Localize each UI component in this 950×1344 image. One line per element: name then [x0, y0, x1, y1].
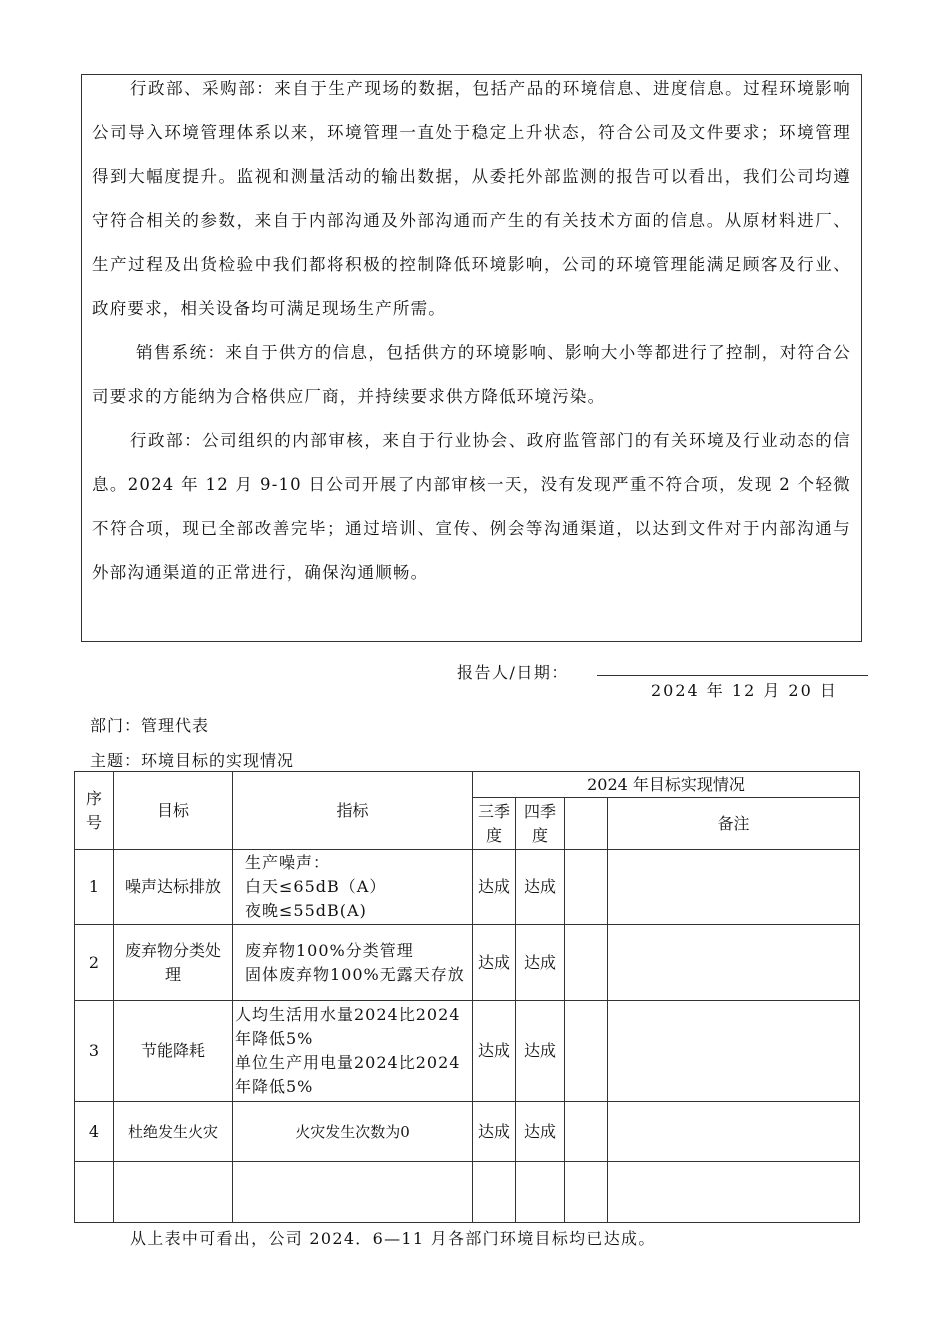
row-q3-status: 达成: [473, 850, 516, 925]
report-date: 2024 年 12 月 20 日: [651, 681, 838, 700]
row-indicator: [233, 850, 473, 925]
header-q3: 三季度: [473, 798, 516, 850]
table-row: [75, 1001, 860, 1102]
subject-line: 主题：环境目标的实现情况: [90, 751, 295, 770]
row-goal: 节能降耗: [114, 1001, 233, 1102]
header-remark: 备注: [608, 798, 860, 850]
table-row: [75, 925, 860, 1001]
report-text-box: [81, 74, 862, 642]
row-indicator: [233, 925, 473, 1001]
header-blank: [565, 798, 608, 850]
header-achievement-group: 2024 年目标实现情况: [473, 772, 860, 798]
indicator-line: 固体废弃物100%无露天存放: [245, 964, 465, 984]
row-q3-status: 达成: [473, 1001, 516, 1102]
signature-line: [597, 675, 868, 676]
environment-goals-table: [74, 771, 860, 1223]
conclusion-text: 从上表中可看出，公司 2024．6—11 月各部门环境目标均已达成。: [130, 1229, 656, 1248]
row-q4-status: 达成: [516, 1001, 565, 1102]
row-indicator: 火灾发生次数为0: [233, 1102, 473, 1162]
row-seq: 1: [75, 850, 114, 925]
indicator-line: 单位生产用电量2024比2024年降低5%: [235, 1053, 461, 1096]
indicator-line: 白天≤65dB（A）: [245, 877, 387, 896]
row-seq: 4: [75, 1102, 114, 1162]
row-q3-status: 达成: [473, 925, 516, 1001]
row-q3-status: 达成: [473, 1102, 516, 1162]
table-row: [75, 1102, 860, 1162]
paragraph-admin-purchasing: 行政部、采购部：来自于生产现场的数据，包括产品的环境信息、进度信息。过程环境影响公司导入环境管理体系以来，环境管理一直处于稳定上升状态，符合公司及文件要求；环境管理得到大幅度提升。监视和测量活动的输出数据，从委托外部监测的报告可以看出，我们公司均遵守符合相关的参数，来自于内部沟通及外部沟通而产生的有关技术方面的信息。从原材料进厂、生产过程及出货检验中我们都将积极的控制降低环境影响，公司的环境管理能满足顾客及行业、政府要求，相关设备均可满足现场生产所需。: [92, 79, 851, 318]
paragraph-admin-audit: 行政部：公司组织的内部审核，来自于行业协会、政府监管部门的有关环境及行业动态的信息。2024 年 12 月 9-10 日公司开展了内部审核一天，没有发现严重不符合项，发现 2 个轻微不符合项，现已全部改善完毕；通过培训、宣传、例会等沟通渠道，以达到文件对于内部沟通与外部沟通渠道的正常进行，确保沟通顺畅。: [92, 431, 851, 582]
table-row-empty: [75, 1162, 860, 1223]
table-row: [75, 850, 860, 925]
row-q4-status: 达成: [516, 1102, 565, 1162]
indicator-line: 夜晚≤55dB(A): [245, 901, 367, 920]
indicator-line: 生产噪声：: [245, 853, 331, 872]
row-seq: 2: [75, 925, 114, 1001]
row-remark: [608, 925, 860, 1001]
row-q4-status: 达成: [516, 850, 565, 925]
row-seq: 3: [75, 1001, 114, 1102]
header-indicator: 指标: [233, 772, 473, 850]
row-goal: 杜绝发生火灾: [114, 1102, 233, 1162]
row-remark: [608, 850, 860, 925]
row-goal: 废弃物分类处理: [114, 925, 233, 1001]
header-goal: 目标: [114, 772, 233, 850]
row-remark: [608, 1102, 860, 1162]
row-goal: 噪声达标排放: [114, 850, 233, 925]
indicator-line: 人均生活用水量2024比2024年降低5%: [235, 1005, 461, 1048]
row-indicator: [233, 1001, 473, 1102]
reporter-label: 报告人/日期：: [457, 663, 569, 682]
row-remark: [608, 1001, 860, 1102]
department-line: 部门：管理代表: [90, 716, 210, 735]
header-q4: 四季度: [516, 798, 565, 850]
row-q4-status: 达成: [516, 925, 565, 1001]
indicator-line: 废弃物100%分类管理: [245, 940, 414, 960]
paragraph-sales: 销售系统：来自于供方的信息，包括供方的环境影响、影响大小等都进行了控制，对符合公司要求的方能纳为合格供应厂商，并持续要求供方降低环境污染。: [92, 343, 851, 406]
header-seq: 序号: [75, 772, 114, 850]
